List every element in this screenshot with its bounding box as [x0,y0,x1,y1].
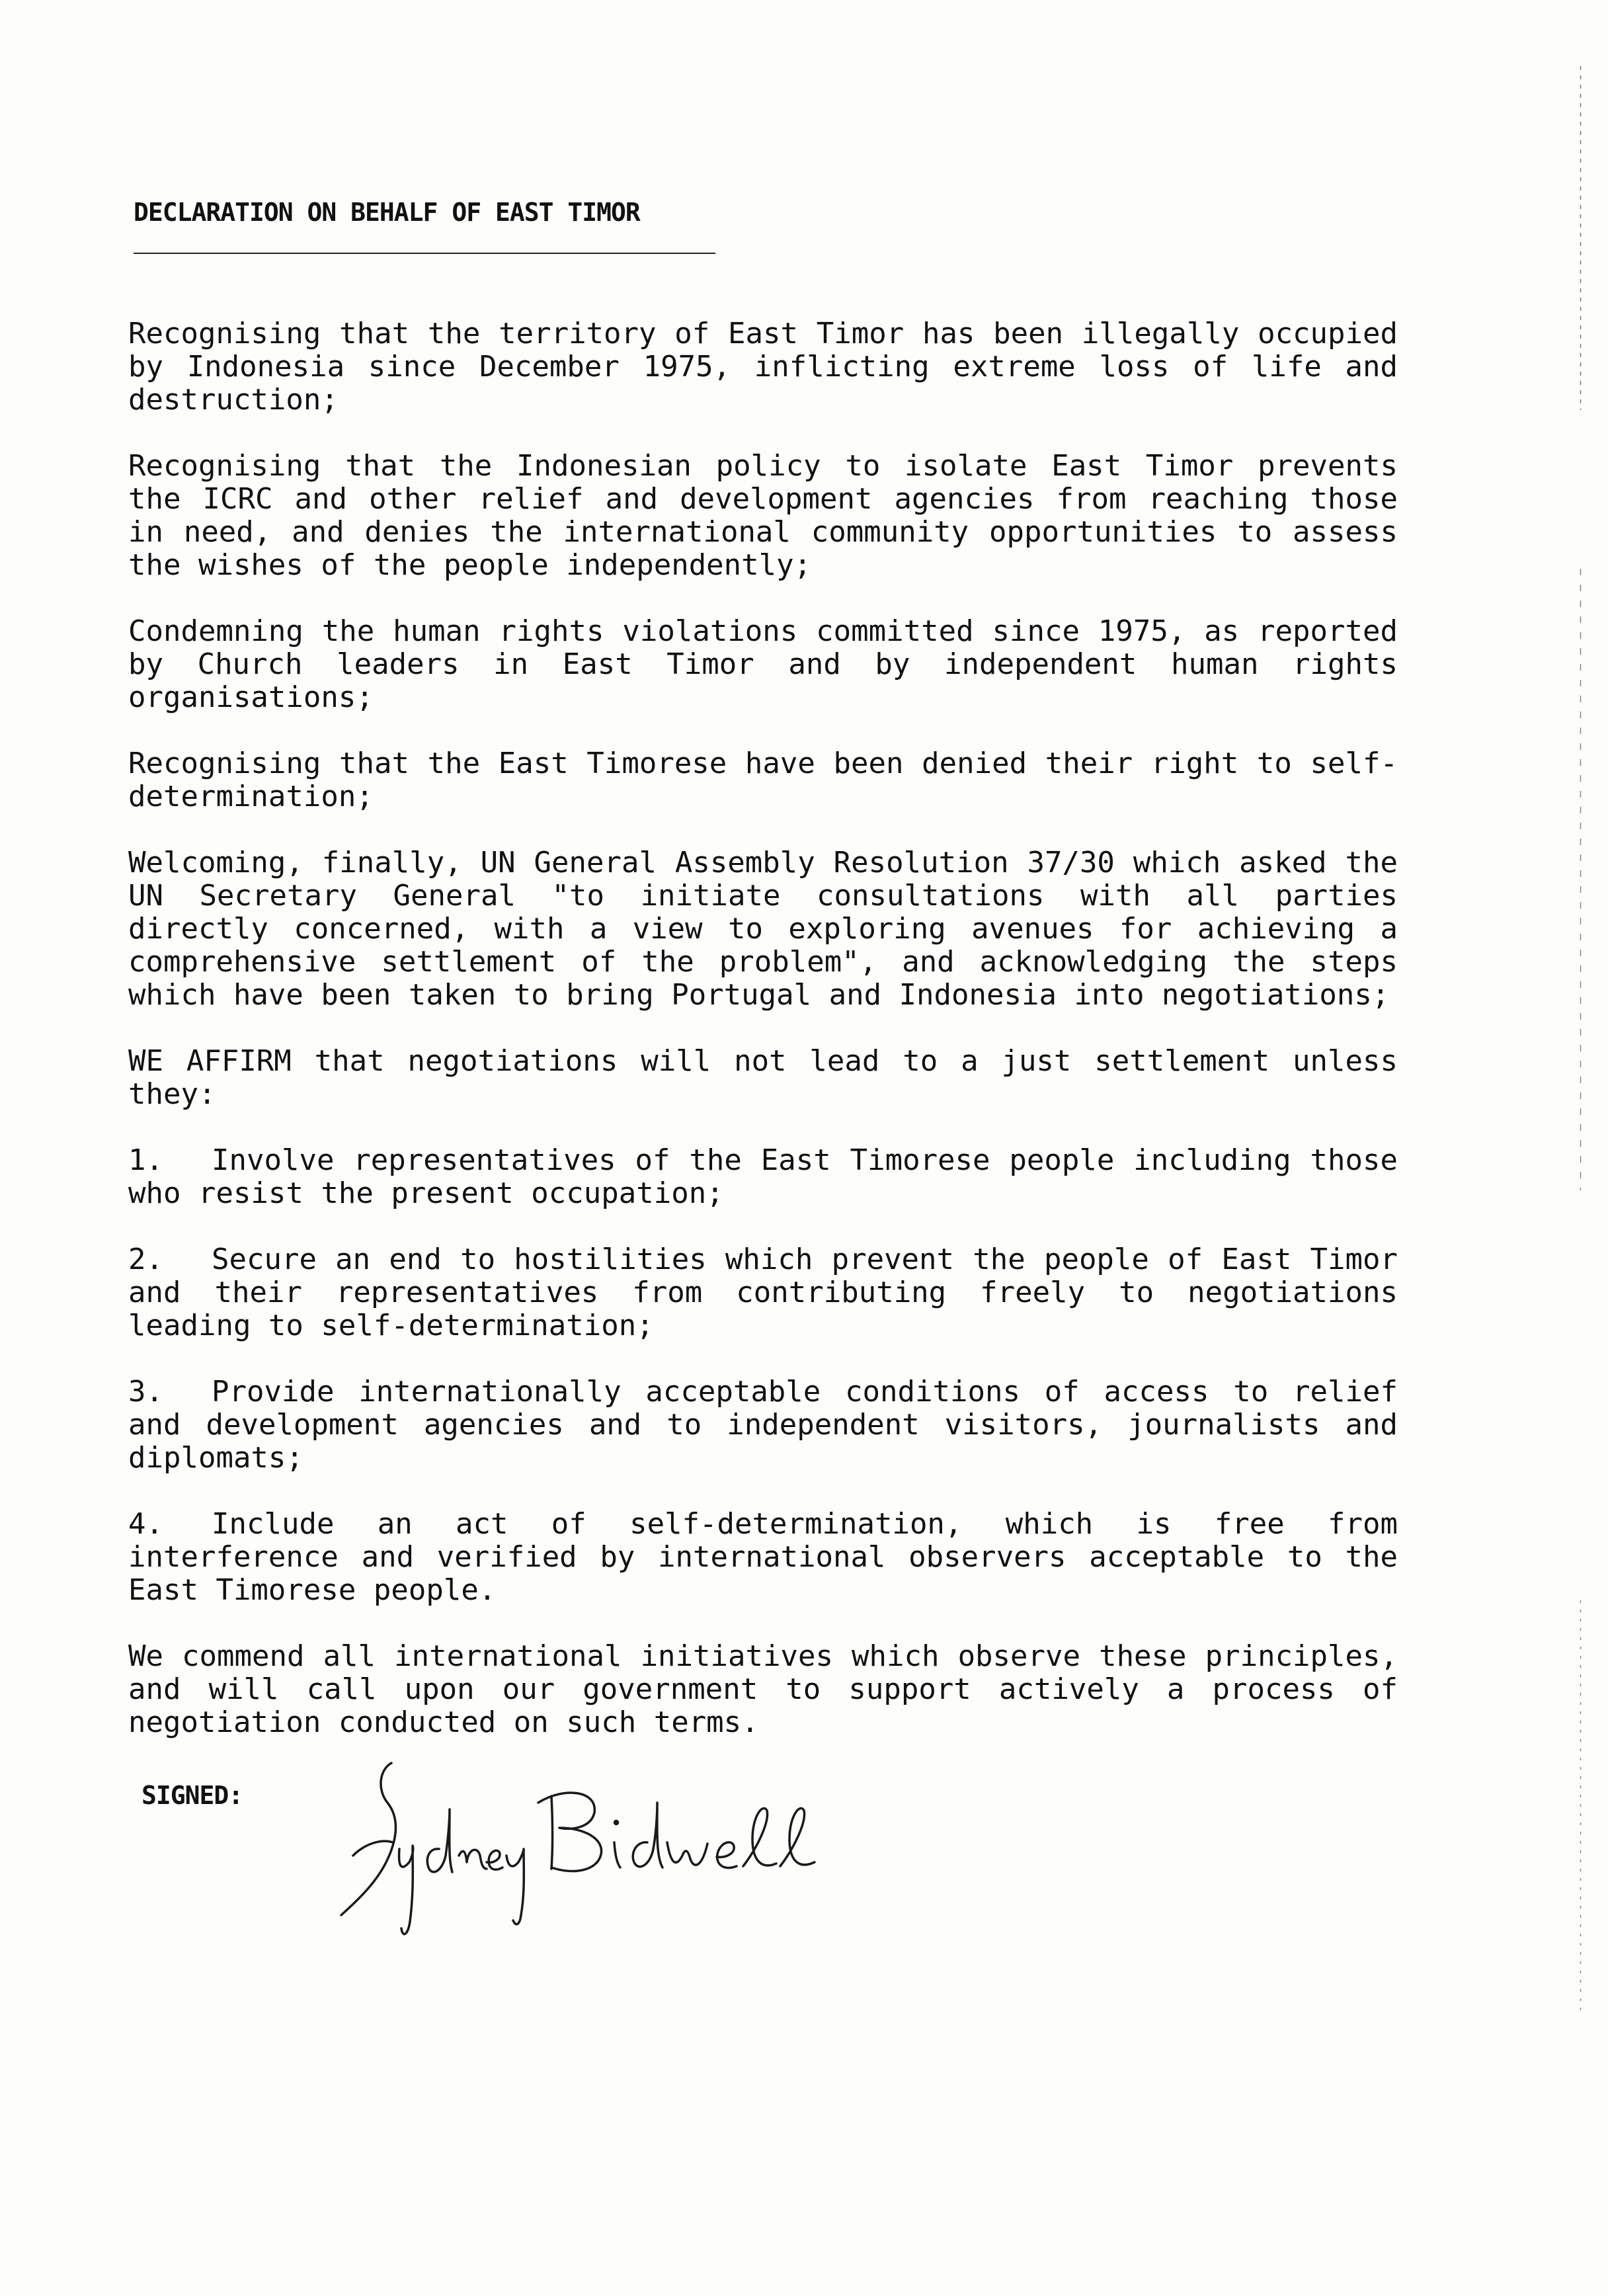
list-item [128,1375,1398,1475]
list-item [128,1508,1398,1607]
list-item [128,1144,1398,1210]
paragraph-recognising-occupation: Recognising that the territory of East Timor has been illegally occupied by Indonesia since December 1975, inflicting extreme loss of life and destruction; [128,317,1398,417]
list-item-number: 3. [128,1375,163,1409]
title-underline [134,253,715,254]
paragraph-recognising-isolation: Recognising that the Indonesian policy to isolate East Timor prevents the ICRC and other relief and development agencies from reaching those in need, and denies the international community opportunities to assess the wishes of the people independently; [128,449,1398,582]
paragraph-condemning-violations: Condemning the human rights violations committed since 1975, as reported by Church leaders in East Timor and by independent human rights organisations; [128,614,1398,714]
list-item-number: 2. [128,1243,163,1276]
list-item-number: 1. [128,1143,163,1177]
list-item-text: Provide internationally acceptable conditions of access to relief and development agencies and to independent visitors, journalists and diplomats; [128,1375,1398,1475]
document-body [128,196,1398,1951]
handwritten-signature [313,1750,908,1948]
paragraph-we-affirm: WE AFFIRM that negotiations will not lead to a just settlement unless they: [128,1044,1398,1111]
signed-label: SIGNED: [141,1781,243,1810]
paragraph-closing: We commend all international initiatives which observe these principles, and will call upon our government to support actively a process of negotiation conducted on such terms. [128,1639,1398,1739]
list-item-text: Include an act of self-determination, which is free from interference and verified by international observers acceptable to the East Timorese people. [128,1507,1398,1607]
list-item-text: Involve representatives of the East Timorese people including those who resist the present occupation; [128,1143,1398,1210]
list-item [128,1243,1398,1342]
list-item-number: 4. [128,1507,163,1541]
signature-block [128,1779,1398,1951]
paragraph-recognising-self-determination: Recognising that the East Timorese have been denied their right to self-determination; [128,747,1398,813]
paragraph-welcoming-resolution: Welcoming, finally, UN General Assembly Resolution 37/30 which asked the UN Secretary General "to initiate consultations with all parties directly concerned, with a view to exploring avenues for achieving a comprehensive settlement of the problem", and acknowledging the steps which have been taken to bring Portugal and Indonesia into negotiations; [128,846,1398,1012]
list-item-text: Secure an end to hostilities which prevent the people of East Timor and their representatives from contributing freely to negotiations leading to self-determination; [128,1243,1398,1342]
document-title: DECLARATION ON BEHALF OF EAST TIMOR [134,198,640,227]
scan-edge-artifact [1580,66,1582,2281]
